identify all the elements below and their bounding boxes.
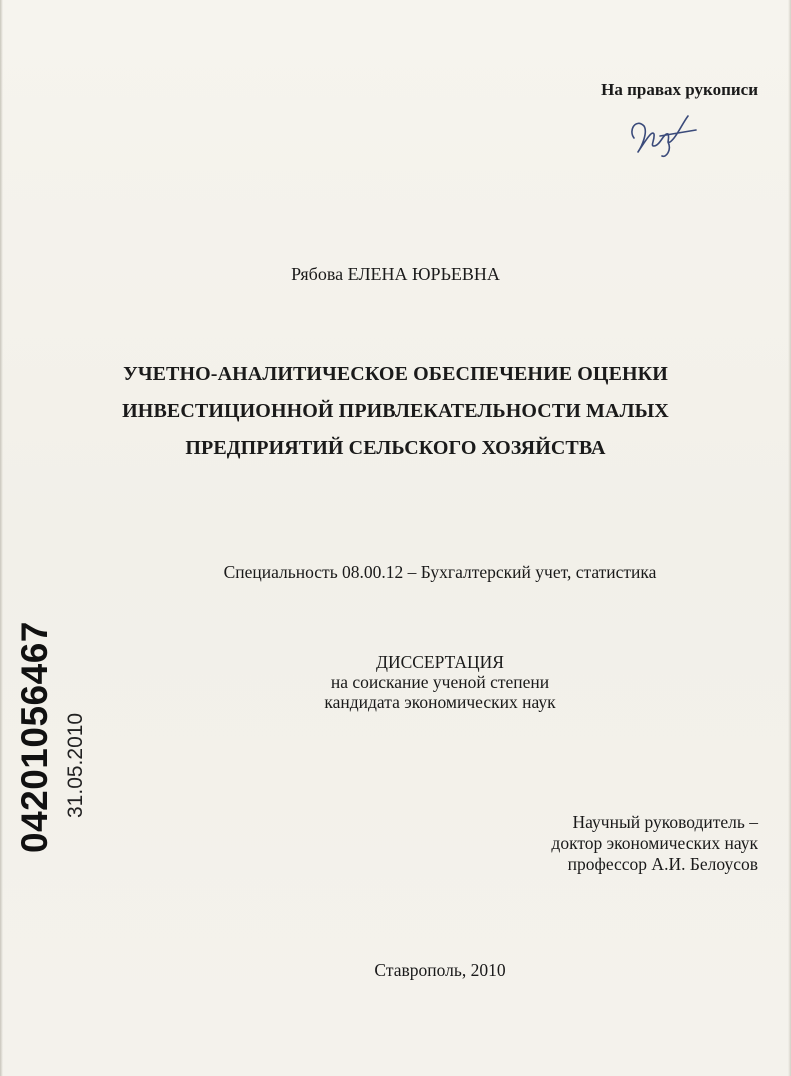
scientific-advisor — [551, 812, 758, 875]
thesis-line: на соискание ученой степени — [330, 672, 550, 692]
title-line: ИНВЕСТИЦИОННОЙ ПРИВЛЕКАТЕЛЬНОСТИ МАЛЫХ — [122, 400, 669, 422]
signature-icon — [624, 112, 704, 160]
rights-label: На правах рукописи — [601, 80, 758, 99]
dissertation-title — [40, 356, 751, 467]
title-line: УЧЕТНО-АНАЛИТИЧЕСКОЕ ОБЕСПЕЧЕНИЕ ОЦЕНКИ — [123, 363, 668, 385]
advisor-line: профессор А.И. Белоусов — [567, 854, 758, 874]
scan-edge-left — [0, 0, 3, 1076]
advisor-line: доктор экономических наук — [551, 833, 758, 853]
city-year: Ставрополь, 2010 — [374, 960, 506, 980]
thesis-line: кандидата экономических наук — [324, 692, 556, 712]
thesis-line: ДИССЕРТАЦИЯ — [376, 652, 504, 672]
title-line: ПРЕДПРИЯТИЙ СЕЛЬСКОГО ХОЗЯЙСТВА — [185, 437, 606, 459]
author-name: Рябова ЕЛЕНА ЮРЬЕВНА — [291, 264, 500, 284]
specialty-line: Специальность 08.00.12 – Бухгалтерский учет, статистика — [223, 562, 657, 582]
library-stamp-date: 31.05.2010 — [64, 712, 87, 818]
library-stamp-number: 04201056467 — [14, 621, 55, 853]
advisor-line: Научный руководитель – — [572, 812, 758, 832]
thesis-type — [318, 652, 562, 712]
